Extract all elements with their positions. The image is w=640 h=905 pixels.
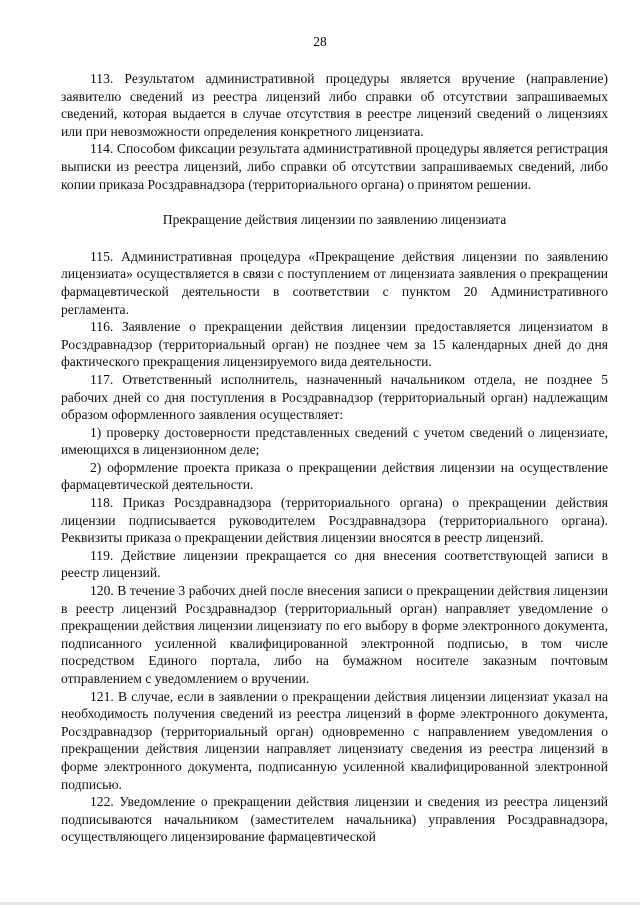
paragraph-121: 121. В случае, если в заявлении о прекращении действия лицензии лицензиат указал на необходимость получения сведений из реестра лицензий в форме электронного документа, Росздравнадзор (территориальный орган) одновременно с направлением уведомления о прекращении действия лицензии направляет лицензиату сведения из реестра лицензий в форме электронного документа, подписанную усиленной квалифицированной электронной подписью. — [61, 688, 608, 792]
section-heading: Прекращение действия лицензии по заявлению лицензиата — [162, 212, 507, 228]
paragraph-119: 119. Действие лицензии прекращается со дня внесения соответствующей записи в реестр лицензий. — [61, 547, 608, 581]
list-item-1: 1) проверку достоверности представленных сведений с учетом сведений о лицензиате, имеющихся в лицензионном деле; — [61, 424, 608, 458]
paragraph-118: 118. Приказ Росздравнадзора (территориального органа) о прекращении действия лицензии подписывается руководителем Росздравнадзора (территориального органа). Реквизиты приказа о прекращении действия лицензии вносятся в реестр лицензий. — [61, 495, 608, 546]
page-number: 28 — [313, 34, 327, 49]
paragraph-114: 114. Способом фиксации результата административной процедуры является регистрация выписки из реестра лицензий, либо справки об отсутствии запрашиваемых сведений, либо копии приказа Росздравнадзора (территориального органа) о принятом решении. — [61, 141, 608, 192]
paragraph-115: 115. Административная процедура «Прекращение действия лицензии по заявлению лицензиата» осуществляется в связи с поступлением от лицензиата заявления о прекращении фармацевтической деятельности в соответствии с пунктом 20 Административного регламента. — [61, 248, 608, 317]
paragraph-122: 122. Уведомление о прекращении действия лицензии и сведения из реестра лицензий подписываются начальником (заместителем начальника) управления Росздравнадзора, осуществляющего лицензирование фармацевтической — [61, 794, 608, 845]
list-item-2: 2) оформление проекта приказа о прекращении действия лицензии на осуществление фармацевтической деятельности. — [61, 459, 608, 493]
paragraph-113: 113. Результатом административной процедуры является вручение (направление) заявителю сведений из реестра лицензий либо справки об отсутствии запрашиваемых сведений, которая выдается в случае отсутствия в реестре лицензий сведений о лицензиях или при невозможности определения конкретного лицензиата. — [61, 71, 608, 139]
paragraph-117: 117. Ответственный исполнитель, назначенный начальником отдела, не позднее 5 рабочих дней со дня поступления в Росздравнадзор (территориальный орган) надлежащим образом оформленного заявления осуществляет: — [61, 371, 608, 423]
paragraph-116: 116. Заявление о прекращении действия лицензии предоставляется лицензиатом в Росздравнадзор (территориальный орган) не позднее чем за 15 календарных дней до дня фактического прекращения лицензируемого вида деятельности. — [61, 319, 608, 370]
paragraph-120: 120. В течение 3 рабочих дней после внесения записи о прекращении действия лицензии в реестр лицензий Росздравнадзор (территориальный орган) направляет уведомление о прекращении действия лицензии лицензиату по его выбору в форме электронного документа, подписанного усиленной квалифицированной электронной подписью, в том числе посредством Единого портала, либо на бумажном носителе заказным почтовым отправлением с уведомлением о вручении. — [61, 583, 608, 686]
document-body — [61, 70, 608, 846]
